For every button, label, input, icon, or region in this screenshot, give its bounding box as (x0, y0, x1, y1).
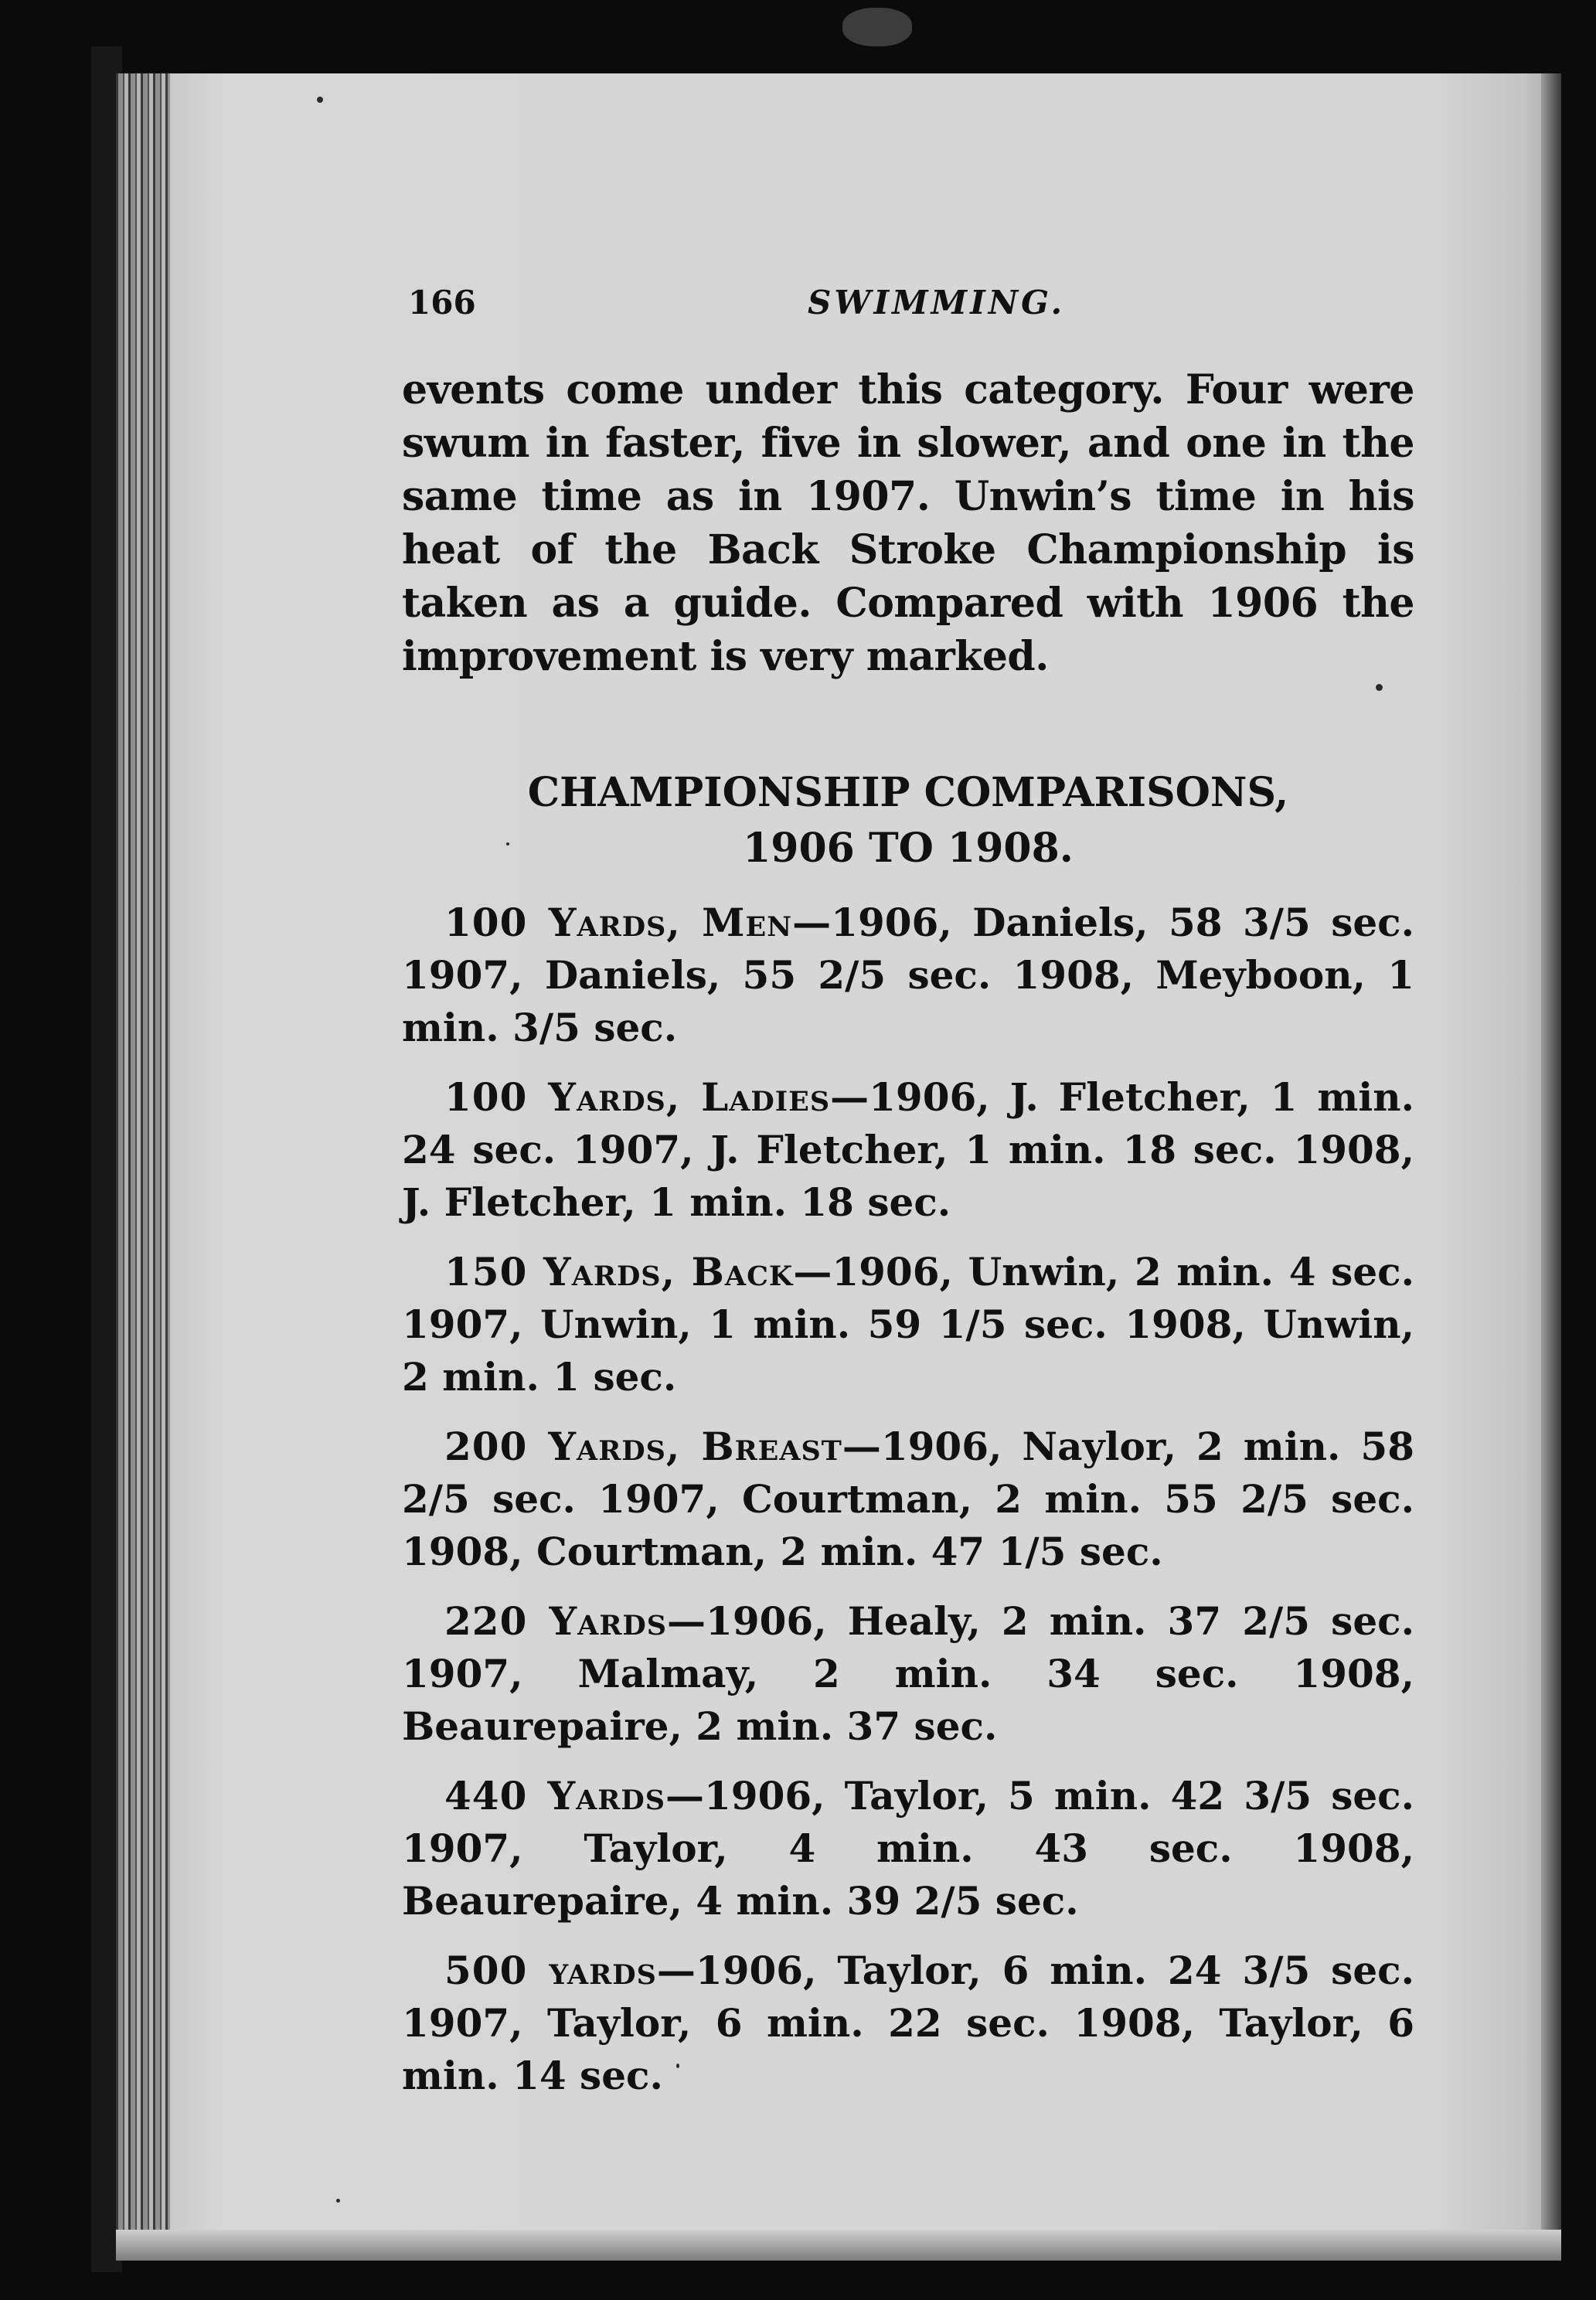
record-event: 220 Yards (444, 1598, 668, 1644)
record-results: —1906, Unwin, 2 min. 4 sec. 1907, Unwin, 1 min. 59 1/5 sec. 1908, Unwin, 2 min. 1 sec. (402, 1249, 1414, 1400)
running-head (402, 284, 1414, 338)
record-entry (402, 1595, 1414, 1753)
record-entry (402, 1071, 1414, 1229)
record-results: —1906, Healy, 2 min. 37 2/5 sec. 1907, Malmay, 2 min. 34 sec. 1908, Beaurepaire, 2 min. 37 sec. (402, 1598, 1414, 1749)
record-entry (402, 1944, 1414, 2102)
record-event: 440 Yards (444, 1773, 666, 1819)
record-entry (402, 1420, 1414, 1578)
section-heading (402, 765, 1414, 876)
running-title: SWIMMING. (808, 284, 1066, 322)
section-title: CHAMPIONSHIP COMPARISONS, (527, 769, 1289, 816)
record-entry (402, 1770, 1414, 1927)
page-number: 166 (408, 284, 476, 322)
scan-smudge (842, 8, 912, 46)
records-list (402, 897, 1414, 2119)
record-event: 500 yards (444, 1948, 657, 1993)
record-results: —1906, Taylor, 6 min. 24 3/5 sec. 1907, Taylor, 6 min. 22 sec. 1908, Taylor, 6 min. 14 sec. (402, 1948, 1414, 2098)
record-event: 200 Yards, Breast (444, 1424, 842, 1469)
print-speck (336, 2199, 340, 2203)
record-entry (402, 1246, 1414, 1403)
intro-paragraph: events come under this category. Four were swum in faster, five in slower, and one in the same time as in 1907. Unwin’s time in his heat of the Back Stroke Championship is taken as a guide. Compared with 1906 the improvement is very marked. (402, 366, 1414, 680)
record-entry (402, 897, 1414, 1054)
record-results: —1906, Daniels, 58 3/5 sec. 1907, Daniels, 55 2/5 sec. 1908, Meyboon, 1 min. 3/5 sec. (402, 900, 1415, 1050)
record-results: —1906, Naylor, 2 min. 58 2/5 sec. 1907, Courtman, 2 min. 55 2/5 sec. 1908, Courtman, 2 min. 47 1/5 sec. (402, 1424, 1414, 1574)
page-bottom-edge (116, 2230, 1561, 2261)
print-speck (1376, 684, 1383, 691)
print-speck (317, 97, 323, 103)
section-date-range: 1906 TO 1908. (743, 825, 1074, 872)
record-event: 100 Yards, Men (444, 900, 793, 945)
record-results: —1906, Taylor, 5 min. 42 3/5 sec. 1907, Taylor, 4 min. 43 sec. 1908, Beaurepaire, 4 min. 39 2/5 sec. (402, 1773, 1415, 1924)
record-event: 150 Yards, Back (444, 1249, 794, 1295)
record-event: 100 Yards, Ladies (444, 1074, 831, 1120)
page-right-edge (1541, 73, 1561, 2261)
record-results: —1906, J. Fletcher, 1 min. 24 sec. 1907, J. Fletcher, 1 min. 18 sec. 1908, J. Fletcher, 1 min. 18 sec. (402, 1074, 1414, 1225)
page-edge-stack (116, 73, 170, 2261)
